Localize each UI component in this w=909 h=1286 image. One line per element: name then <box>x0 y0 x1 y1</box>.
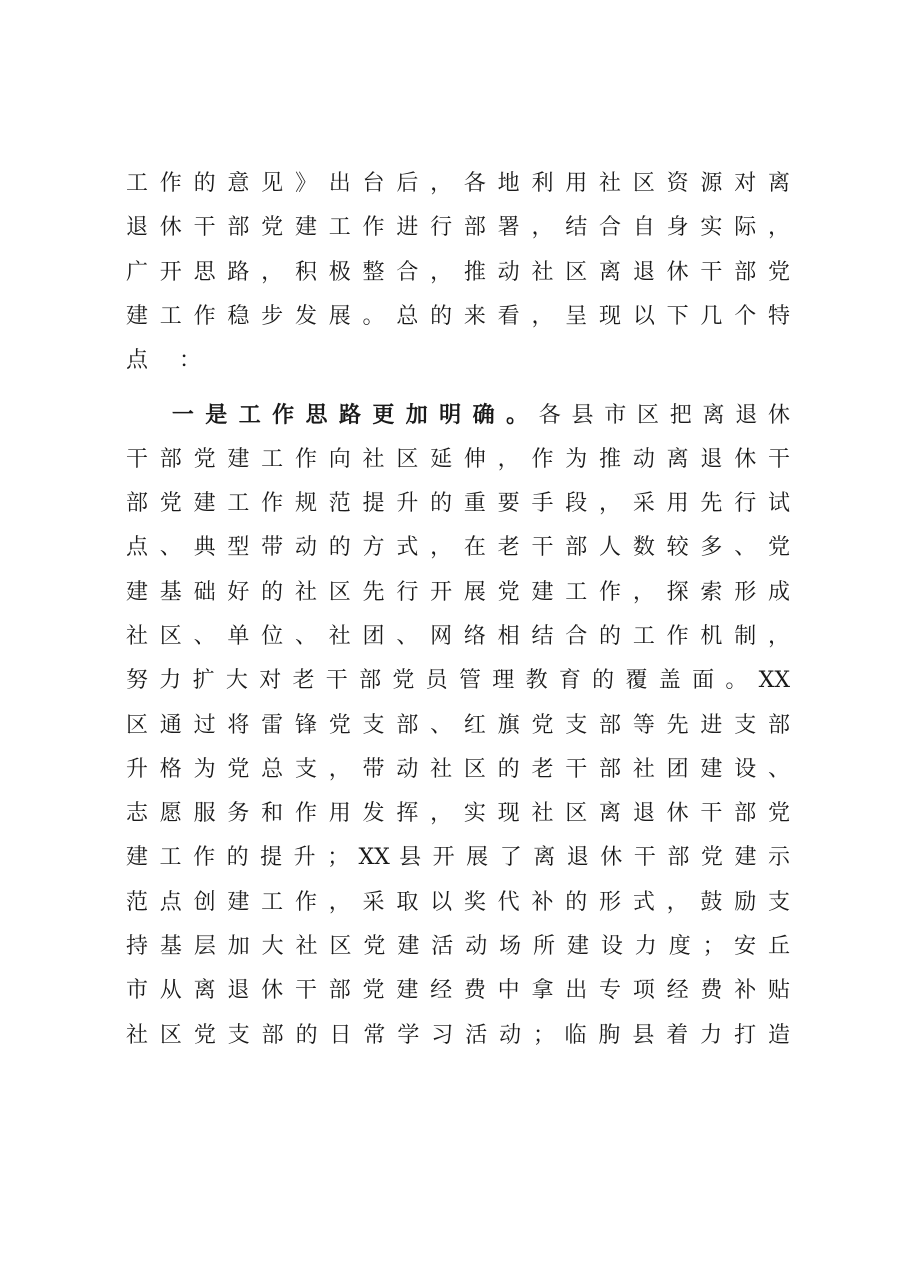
text-line: 持 基 层 加 大 社 区 党 建 活 动 场 所 建 设 力 度 ； 安 丘 <box>126 934 790 960</box>
text-line: 退 休 干 部 党 建 工 作 进 行 部 署 ， 结 合 自 身 实 际 ， <box>126 215 790 241</box>
text-line: 干 部 党 建 工 作 向 社 区 延 伸 ， 作 为 推 动 离 退 休 干 <box>126 446 790 472</box>
text-line: 部 党 建 工 作 规 范 提 升 的 重 要 手 段 ， 采 用 先 行 试 <box>126 491 790 517</box>
text-line: 区 通 过 将 雷 锋 党 支 部 、 红 旗 党 支 部 等 先 进 支 部 <box>126 712 790 738</box>
text-line: 广 开 思 路 ， 积 极 整 合 ， 推 动 社 区 离 退 休 干 部 党 <box>126 259 790 285</box>
heading-line-rest: 各 县 市 区 把 离 退 休 <box>538 403 790 429</box>
paragraph-intro <box>126 162 790 383</box>
text-line: 升 格 为 党 总 支 ， 带 动 社 区 的 老 干 部 社 团 建 设 、 <box>126 756 790 782</box>
text-line: 工 作 的 意 见 》 出 台 后 ， 各 地 利 用 社 区 资 源 对 离 <box>126 171 790 196</box>
section-heading: 一 是 工 作 思 路 更 加 明 确 。 <box>170 402 530 429</box>
text-line: 努 力 扩 大 对 老 干 部 党 员 管 理 教 育 的 覆 盖 面 。 XX <box>126 668 790 694</box>
text-line: 社 区 党 支 部 的 日 常 学 习 活 动 ； 临 朐 县 着 力 打 造 <box>126 1022 790 1048</box>
paragraph-gap <box>126 383 790 393</box>
text-line: 建 工 作 的 提 升 ； XX 县 开 展 了 离 退 休 干 部 党 建 示 <box>126 845 790 871</box>
text-line-with-heading <box>126 393 790 437</box>
text-line: 社 区 、 单 位 、 社 团 、 网 络 相 结 合 的 工 作 机 制 ， <box>126 623 790 649</box>
text-line: 志 愿 服 务 和 作 用 发 挥 ， 实 现 社 区 离 退 休 干 部 党 <box>126 801 790 827</box>
text-line: 市 从 离 退 休 干 部 党 建 经 费 中 拿 出 专 项 经 费 补 贴 <box>126 978 790 1004</box>
text-line: 建 基 础 好 的 社 区 先 行 开 展 党 建 工 作 ， 探 索 形 成 <box>126 579 790 605</box>
text-line: 建 工 作 稳 步 发 展 。 总 的 来 看 ， 呈 现 以 下 几 个 特 <box>126 303 790 329</box>
text-line: 点 、 典 型 带 动 的 方 式 ， 在 老 干 部 人 数 较 多 、 党 <box>126 535 790 561</box>
paragraph-first-point <box>126 393 790 1057</box>
body-text <box>126 162 790 1058</box>
text-line: 范 点 创 建 工 作 ， 采 取 以 奖 代 补 的 形 式 ， 鼓 励 支 <box>126 889 790 915</box>
text-line: 点 ： <box>126 348 213 374</box>
